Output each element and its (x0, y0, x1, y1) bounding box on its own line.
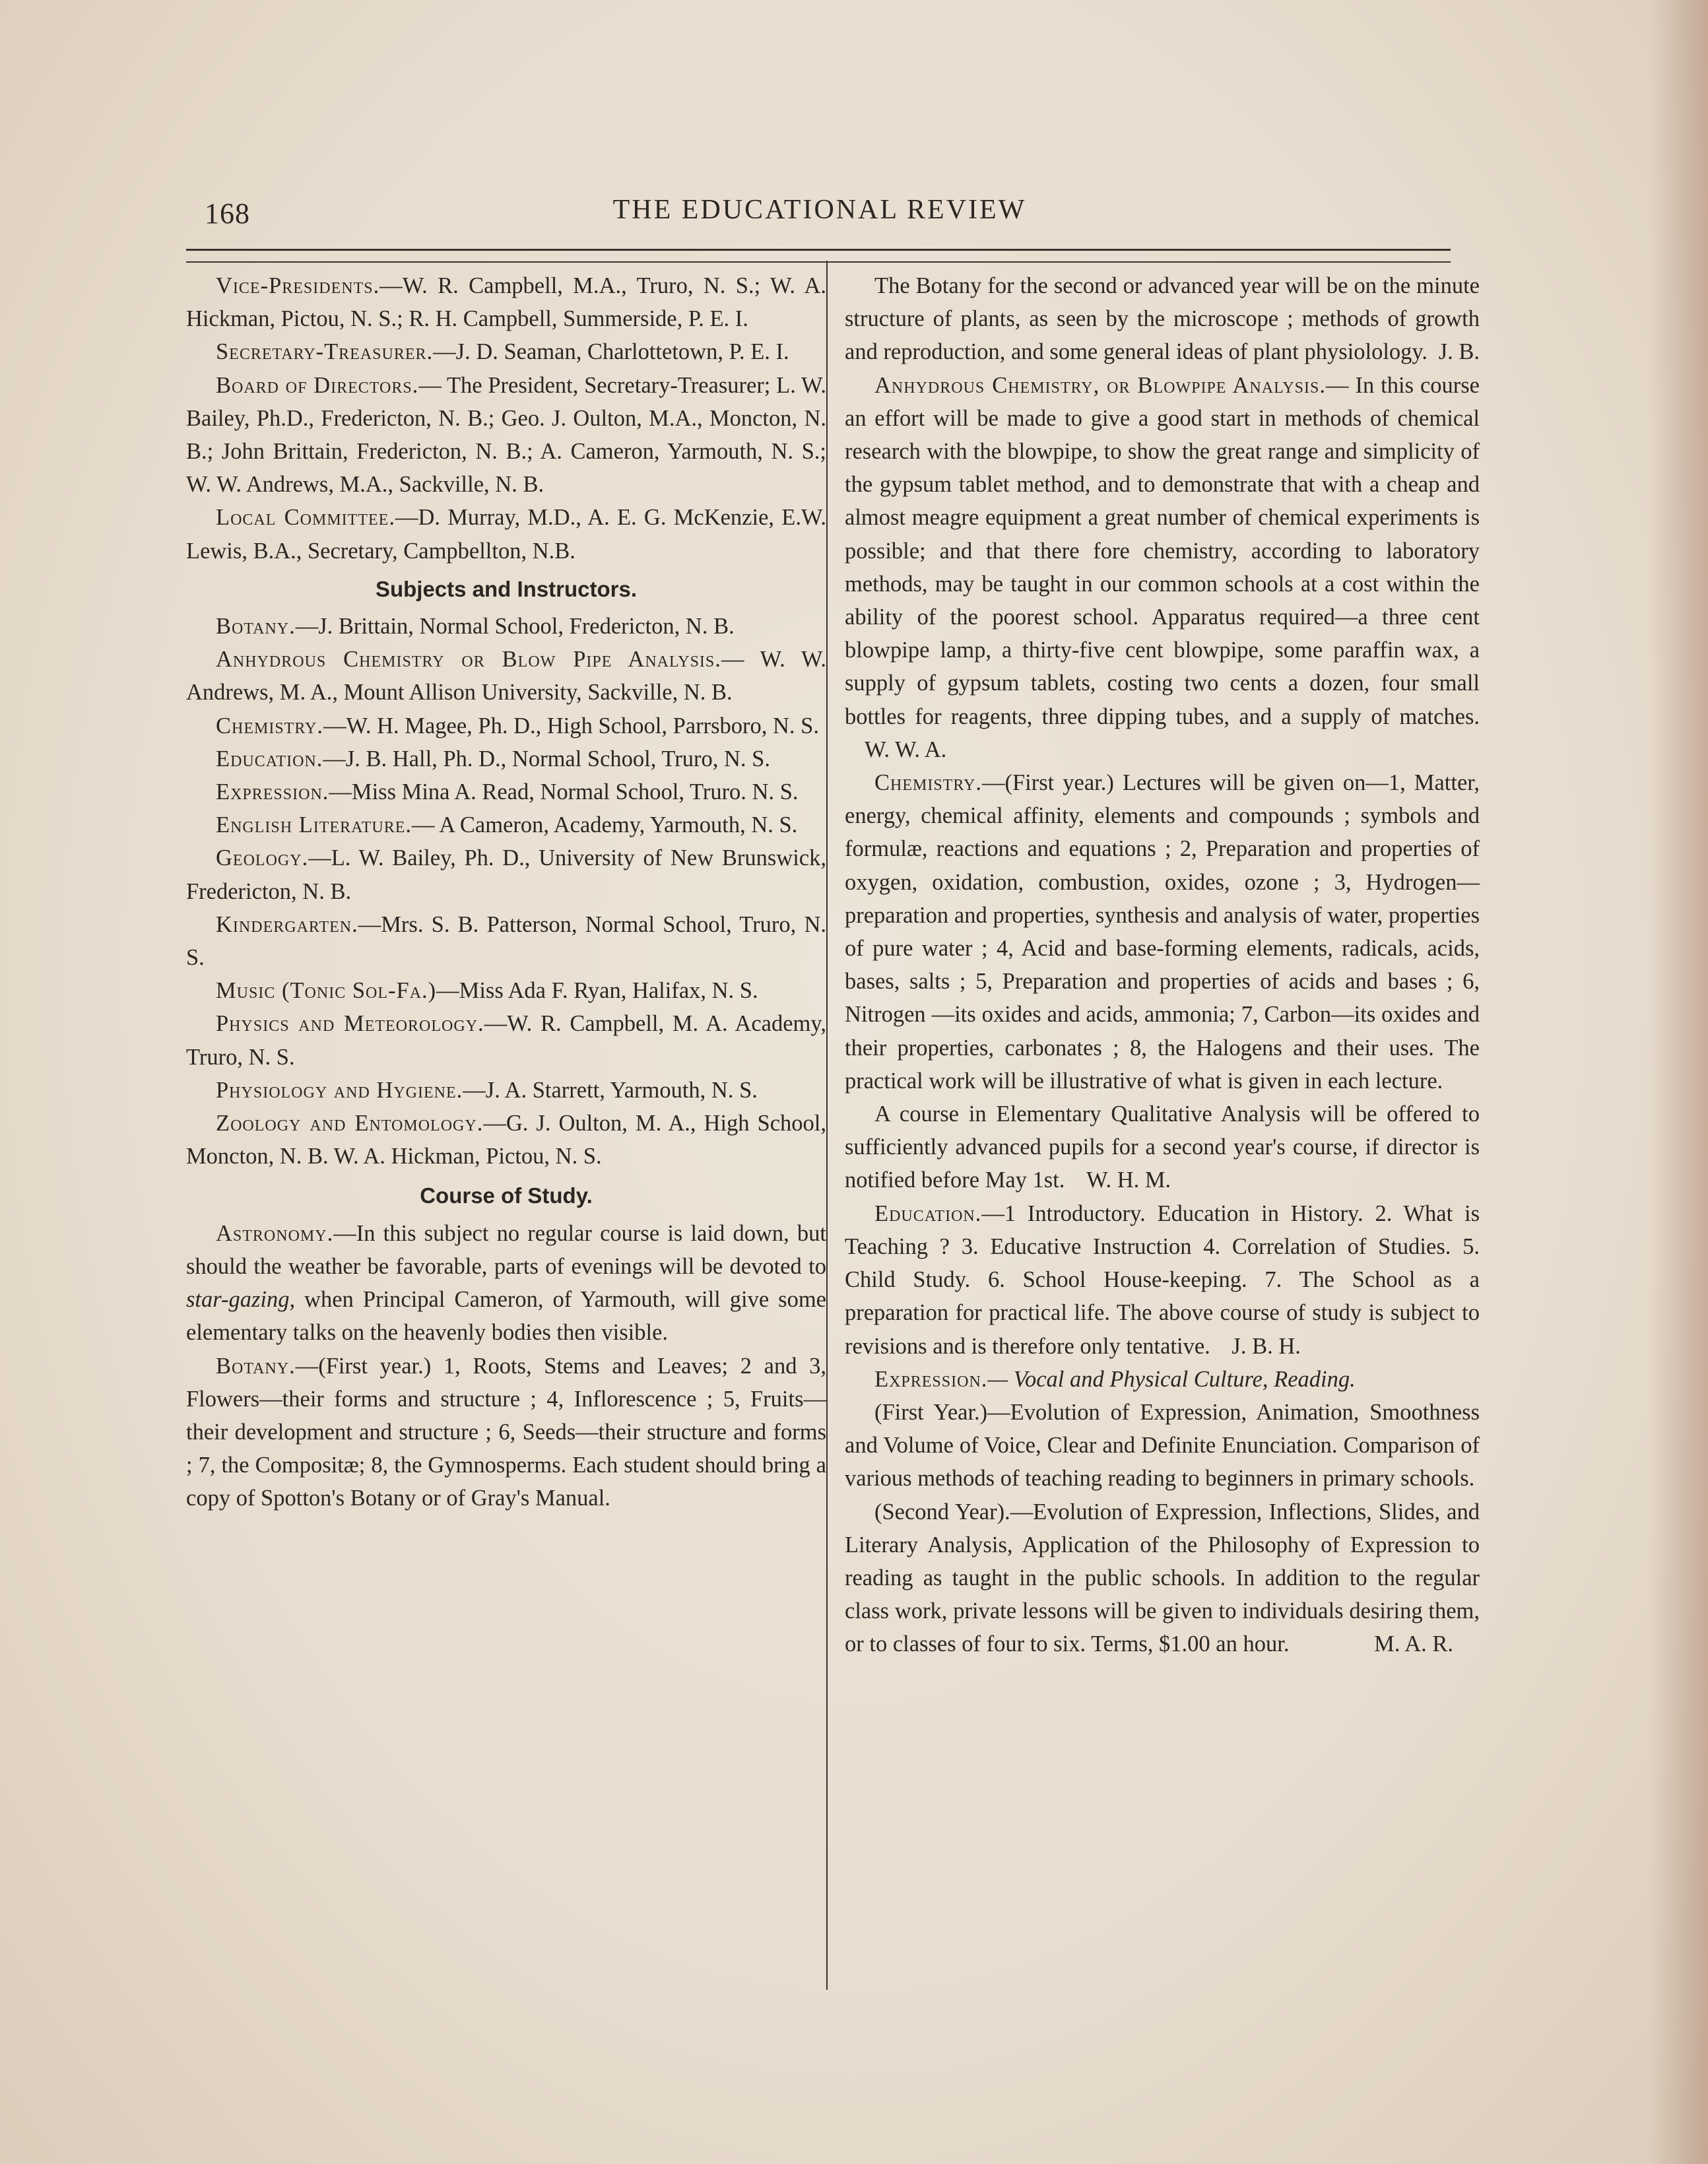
text-astronomy-2: when Principal Cameron, of Yarmouth, will give some elementary talks on the heavenly bodies then visible. (186, 1287, 826, 1346)
paragraph-education (845, 1197, 1480, 1363)
paragraph-botany (186, 1350, 826, 1515)
instructor-name: —J. A. Starrett, Yarmouth, N. S. (463, 1077, 758, 1103)
text-vice-presidents: —W. R. Campbell, M.A., Truro, N. S.; W. A. Hickman, Pictou, N. S.; R. H. Campbell, Summerside, P. E. I. (186, 273, 826, 332)
instructor-subject: Botany. (216, 614, 296, 639)
text-secretary: —J. D. Seaman, Charlottetown, P. E. I. (433, 339, 789, 365)
instructor-entry (186, 1074, 826, 1107)
instructor-name: —W. R. Campbell, M. A. Academy, Truro, N. S. (186, 1011, 826, 1070)
paragraph-secretary (186, 335, 826, 368)
text-expression-emph: — Vocal and Physical Culture, Reading. (987, 1366, 1356, 1392)
text-qualitative: A course in Elementary Qualitative Analysis will be offered to sufficiently advanced pupils for a second year's course, if director is notified before May 1st. (845, 1101, 1480, 1193)
paragraph-expression-second (845, 1495, 1480, 1661)
label-expression: Expression. (874, 1366, 988, 1392)
text-expression-second: (Second Year).—Evolution of Expression, Inflections, Slides, and Literary Analysis, Application of the Philosophy of Expression to reading as taught in the public schools. In addition to the regular class work, private lessons will be given to individuals desiring them, or to classes of four to six. Terms, $1.00 an hour. (845, 1499, 1480, 1657)
instructor-entry (186, 610, 826, 643)
instructor-entry (186, 908, 826, 974)
paragraph-expression (845, 1363, 1480, 1396)
label-board: Board of Directors. (216, 372, 419, 398)
instructor-subject: Expression. (216, 779, 329, 805)
text-astronomy-1: —In this subject no regular course is laid down, but should the weather be favorable, parts of evenings will be devoted to (186, 1220, 826, 1279)
instructor-subject: Anhydrous Chemistry or Blow Pipe Analysis. (216, 647, 721, 672)
instructor-entry (186, 808, 826, 841)
header-rule (186, 249, 1451, 263)
running-title: THE EDUCATIONAL REVIEW (612, 195, 1027, 225)
paragraph-botany-advanced (845, 269, 1480, 369)
page-edge-shadow (1649, 0, 1708, 2164)
text-astronomy-emph: star-gazing, (186, 1287, 296, 1313)
signature: W. H. M. (1086, 1167, 1171, 1193)
instructor-name: — A Cameron, Academy, Yarmouth, N. S. (412, 812, 798, 838)
instructor-name: —Miss Mina A. Read, Normal School, Truro. N. S. (329, 779, 799, 805)
paragraph-astronomy (186, 1217, 826, 1350)
paragraph-qualitative (845, 1098, 1480, 1197)
label-education: Education. (874, 1200, 982, 1226)
instructor-name: —L. W. Bailey, Ph. D., University of New Brunswick, Fredericton, N. B. (186, 845, 826, 904)
instructor-subject: English Literature. (216, 812, 412, 838)
instructor-subject: Kindergarten. (216, 911, 358, 937)
signature: M. A. R. (1374, 1631, 1453, 1657)
instructor-name: —Miss Ada F. Ryan, Halifax, N. S. (436, 978, 758, 1004)
instructor-subject: Physiology and Hygiene. (216, 1077, 463, 1103)
left-column (186, 269, 826, 1515)
label-chemistry: Chemistry. (874, 770, 982, 796)
text-botany-advanced: The Botany for the second or advanced year will be on the minute structure of plants, as seen by the microscope ; methods of growth and reproduction, and some general ideas of plant physiolology. (845, 273, 1480, 365)
course-heading: Course of Study. (420, 1183, 593, 1208)
instructor-entry (186, 974, 826, 1007)
label-vice-presidents: Vice-Presidents. (216, 273, 380, 298)
subjects-heading: Subjects and Instructors. (375, 576, 638, 601)
instructor-entry (186, 643, 826, 709)
instructor-name: —J. B. Hall, Ph. D., Normal School, Truro, N. S. (323, 746, 770, 771)
text-anhydrous: — In this course an effort will be made to give a good start in methods of chemical research with the blowpipe, to show the great range and simplicity of the gypsum tablet method, and to demonstrate that with a cheap and almost meagre equipment a great number of chemical experiments is possible; and that there fore chemistry, according to laboratory methods, may be taught in our common schools at a cost within the ability of the poorest school. Apparatus required—a three cent blowpipe lamp, a thirty-five cent blowpipe, some paraffin wax, a supply of gypsum tablets, costing two cents a dozen, four small bottles for reagents, three dipping tubes, and a supply of matches. (845, 372, 1480, 729)
paragraph-chemistry (845, 766, 1480, 1098)
text-botany: —(First year.) 1, Roots, Stems and Leaves; 2 and 3, Flowers—their forms and structure ; 4, Inflorescence ; 5, Fruits—their development and structure ; 6, Seeds—their structure and forms ; 7, the Compositæ; 8, the Gymnosperms. Each student should bring a copy of Spotton's Botany or of Gray's Manual. (186, 1353, 826, 1511)
instructor-subject: Geology. (216, 845, 309, 871)
right-column (845, 269, 1480, 1661)
page-number: 168 (205, 197, 250, 230)
instructor-subject: Music (Tonic Sol-Fa.) (216, 978, 437, 1004)
instructor-entry (186, 841, 826, 907)
paragraph-vice-presidents (186, 269, 826, 335)
instructor-entry (186, 1107, 826, 1173)
instructor-name: —Mrs. S. B. Patterson, Normal School, Truro, N. S. (186, 911, 826, 971)
column-divider (826, 261, 828, 1990)
text-board: — The President, Secretary-Treasurer; L. W. Bailey, Ph.D., Fredericton, N. B.; Geo. J. Oulton, M.A., Moncton, N. B.; John Brittain, Fredericton, N. B.; A. Cameron, Yarmouth, N. S.; W. W. Andrews, M.A., Sackville, N. B. (186, 372, 826, 498)
paragraph-board (186, 369, 826, 502)
label-local-committee: Local Committee. (216, 505, 395, 531)
text-expression-first: (First Year.)—Evolution of Expression, Animation, Smoothness and Volume of Voice, Clear and Definite Enunciation. Comparison of various methods of teaching reading to beginners in primary schools. (845, 1399, 1480, 1492)
instructor-name: —W. H. Magee, Ph. D., High School, Parrsboro, N. S. (323, 713, 819, 738)
signature: J. B. (1438, 339, 1480, 365)
text-chemistry: —(First year.) Lectures will be given on—1, Matter, energy, chemical affinity, elements and compounds ; symbols and formulæ, reactions and equations ; 2, Preparation and properties of oxygen, oxidation, combustion, oxides, ozone ; 3, Hydrogen— preparation and properties, synthesis and analysis of water, properties of pure water ; 4, Acid and base-forming elements, radicals, acids, bases, salts ; 5, Preparation and properties of acids and bases ; 6, Nitrogen —its oxides and acids, ammonia; 7, Carbon—its oxides and their properties, carbonates ; 8, the Halogens and their uses. The practical work will be illustrative of what is given in each lecture. (845, 770, 1480, 1094)
instructor-subject: Education. (216, 746, 323, 771)
instructor-entry (186, 742, 826, 775)
label-astronomy: Astronomy. (216, 1220, 334, 1246)
instructor-subject: Chemistry. (216, 713, 323, 738)
signature: W. W. A. (865, 737, 947, 762)
instructor-entry (186, 1007, 826, 1073)
instructor-entry (186, 709, 826, 742)
signature: J. B. H. (1232, 1333, 1301, 1359)
page-header (186, 197, 1453, 236)
instructor-entry (186, 775, 826, 808)
instructor-subject: Zoology and Entomology. (216, 1111, 484, 1136)
label-botany: Botany. (216, 1353, 296, 1379)
instructor-name: — W. W. Andrews, M. A., Mount Allison University, Sackville, N. B. (186, 647, 827, 705)
label-anhydrous: Anhydrous Chemistry, or Blowpipe Analysis. (874, 372, 1326, 398)
paragraph-expression-first (845, 1396, 1480, 1495)
instructor-name: —G. J. Oulton, M. A., High School, Moncton, N. B. W. A. Hickman, Pictou, N. S. (186, 1111, 826, 1169)
label-secretary: Secretary-Treasurer. (216, 339, 434, 365)
text-local-committee: —D. Murray, M.D., A. E. G. McKenzie, E.W. Lewis, B.A., Secretary, Campbellton, N.B. (186, 505, 826, 564)
text-education: —1 Introductory. Education in History. 2. What is Teaching ? 3. Educative Instruction 4. Correlation of Studies. 5. Child Study. 6. School House-keeping. 7. The School as a preparation for practical life. The above course of study is subject to revisions and is therefore only tentative. (845, 1200, 1480, 1359)
paragraph-local-committee (186, 501, 826, 567)
instructor-name: —J. Brittain, Normal School, Fredericton, N. B. (295, 614, 735, 639)
instructor-subject: Physics and Meteorology. (216, 1011, 484, 1037)
paragraph-anhydrous (845, 369, 1480, 766)
